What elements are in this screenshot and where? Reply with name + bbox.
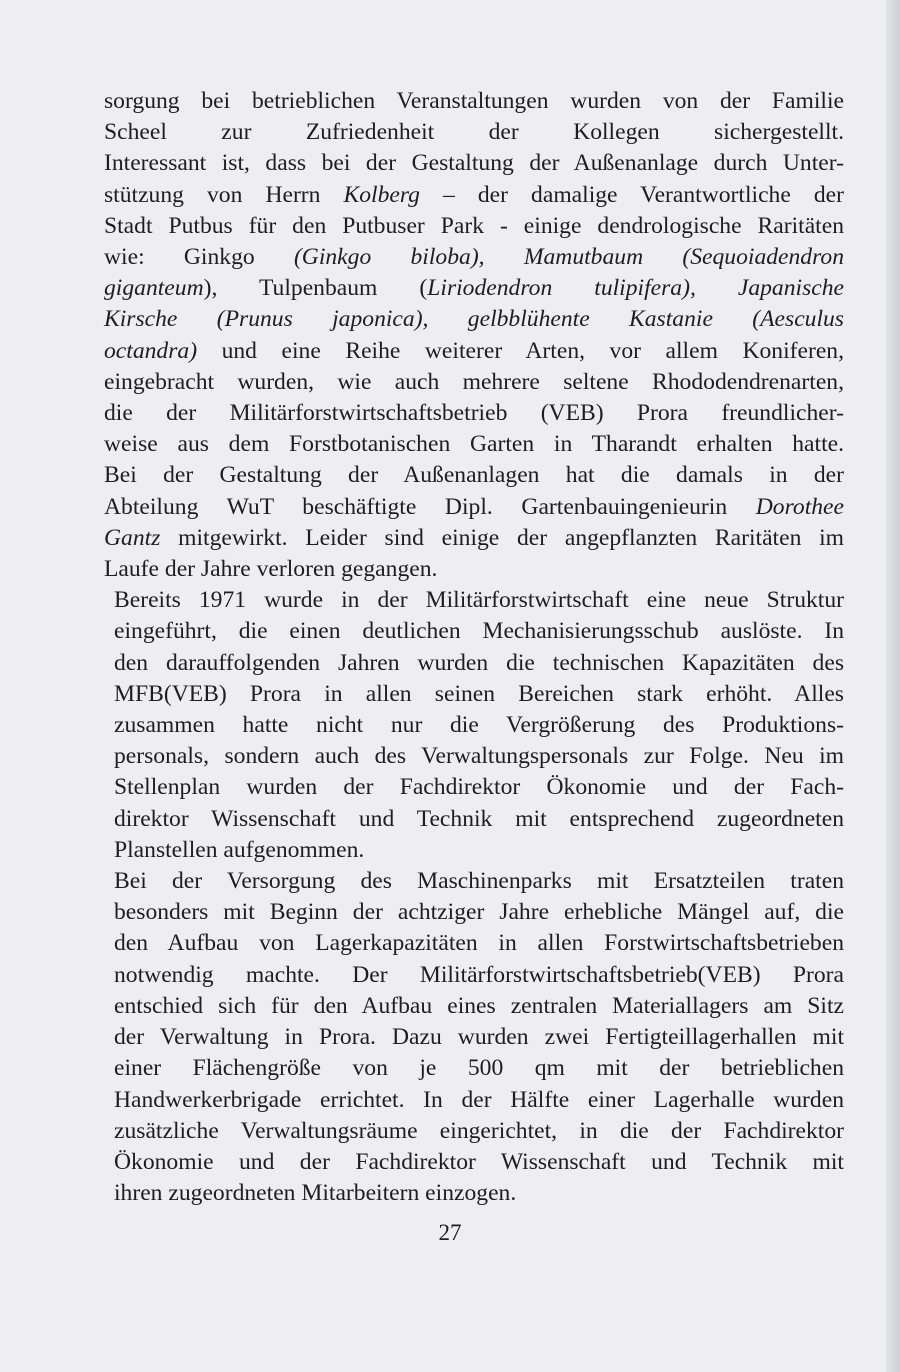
text-span: den darauffolgenden Jahren wurden die technischen Kapazitäten des	[114, 649, 844, 676]
text-span: Stadt Putbus für den Putbuser Park - einige dendrologische Raritäten	[104, 212, 844, 239]
text-line	[104, 772, 844, 803]
text-line	[104, 460, 844, 491]
text-line	[104, 429, 844, 460]
text-span: Laufe der Jahre verloren gegangen.	[104, 556, 438, 583]
text-line	[104, 273, 844, 304]
text-span: der Verwaltung in Prora. Dazu wurden zwei Fertigteillagerhallen mit	[114, 1024, 844, 1051]
text-span: ), Tulpenbaum (	[203, 275, 428, 302]
text-span: Ökonomie und der Fachdirektor Wissenschaft und Technik mit	[114, 1148, 844, 1175]
text-line	[104, 960, 844, 991]
page-number: 27	[438, 1220, 462, 1245]
text-line	[104, 1053, 844, 1084]
text-span: Handwerkerbrigade errichtet. In der Hälfte einer Lagerhalle wurden	[114, 1086, 844, 1113]
text-span: und eine Reihe weiterer Arten, vor allem Koniferen,	[197, 337, 844, 364]
text-line	[104, 86, 844, 117]
text-span: Interessant ist, dass bei der Gestaltung der Außenanlage durch Unter-	[104, 150, 844, 177]
text-line	[104, 304, 844, 335]
text-line	[104, 741, 844, 772]
text-span: eingeführt, die einen deutlichen Mechanisierungsschub auslöste. In	[114, 618, 844, 645]
paragraph	[104, 866, 844, 1209]
text-span: Scheel zur Zufriedenheit der Kollegen sichergestellt.	[104, 119, 844, 146]
text-span: entschied sich für den Aufbau eines zentralen Materiallagers am Sitz	[114, 992, 844, 1019]
text-span: weise aus dem Forstbotanischen Garten in Tharandt erhalten hatte.	[104, 431, 844, 458]
italic-text: Liriodendron tulipifera), Japanische	[427, 275, 844, 302]
text-line	[104, 242, 844, 273]
text-span: stützung von Herrn	[104, 181, 344, 208]
text-line	[104, 1022, 844, 1053]
text-line	[104, 991, 844, 1022]
body-text	[104, 86, 844, 1209]
text-span: Bereits 1971 wurde in der Militärforstwirtschaft eine neue Struktur	[114, 587, 844, 614]
text-span: die der Militärforstwirtschaftsbetrieb (VEB) Prora freundlicher-	[104, 400, 844, 427]
text-span: eingebracht wurden, wie auch mehrere seltene Rhododendrenarten,	[104, 368, 844, 395]
text-line	[104, 679, 844, 710]
text-line	[104, 1116, 844, 1147]
text-span: – der damalige Verantwortliche der	[419, 181, 844, 208]
text-line	[104, 180, 844, 211]
text-span: mitgewirkt. Leider sind einige der angepflanzten Raritäten im	[160, 524, 844, 551]
text-span: zusätzliche Verwaltungsräume eingerichtet, in die der Fachdirektor	[114, 1117, 844, 1144]
text-span: den Aufbau von Lagerkapazitäten in allen Forstwirtschaftsbetrieben	[114, 930, 844, 957]
text-span: MFB(VEB) Prora in allen seinen Bereichen stark erhöht. Alles	[114, 680, 844, 707]
text-span: besonders mit Beginn der achtziger Jahre erhebliche Mängel auf, die	[114, 899, 844, 926]
italic-text: (Ginkgo biloba), Mamutbaum (Sequoiadendron	[293, 244, 844, 271]
text-line	[104, 897, 844, 928]
paragraph	[104, 585, 844, 866]
text-span: Abteilung WuT beschäftigte Dipl. Gartenbauingenieurin	[104, 493, 756, 520]
text-span: Bei der Gestaltung der Außenanlagen hat die damals in der	[104, 462, 844, 489]
text-span: ihren zugeordneten Mitarbeitern einzogen.	[114, 1180, 517, 1207]
text-line	[104, 336, 844, 367]
italic-text: Dorothee	[755, 493, 844, 520]
text-span: sorgung bei betrieblichen Veranstaltungen wurden von der Familie	[104, 88, 844, 114]
text-line	[104, 554, 844, 585]
italic-text: Gantz	[104, 524, 161, 551]
text-line	[104, 710, 844, 741]
text-line	[104, 835, 844, 866]
italic-text: octandra)	[104, 337, 198, 364]
italic-text: Kirsche (Prunus japonica), gelbblühente Kastanie (Aesculus	[104, 306, 844, 333]
text-span: wie: Ginkgo	[104, 244, 294, 271]
text-line	[104, 585, 844, 616]
text-line	[104, 1178, 844, 1209]
text-span: Stellenplan wurden der Fachdirektor Ökonomie und der Fach-	[114, 774, 844, 801]
text-line	[104, 1085, 844, 1116]
text-line	[104, 804, 844, 835]
text-line	[104, 148, 844, 179]
text-line	[104, 866, 844, 897]
text-span: einer Flächengröße von je 500 qm mit der betrieblichen	[114, 1055, 844, 1082]
text-line	[104, 928, 844, 959]
text-line	[104, 616, 844, 647]
text-span: notwendig machte. Der Militärforstwirtschaftsbetrieb(VEB) Prora	[114, 961, 844, 988]
text-span: personals, sondern auch des Verwaltungspersonals zur Folge. Neu im	[114, 743, 844, 770]
paragraph	[104, 86, 844, 585]
text-span: Planstellen aufgenommen.	[114, 836, 365, 863]
page-edge	[886, 0, 900, 1372]
italic-text: giganteum	[104, 275, 204, 302]
text-span: zusammen hatte nicht nur die Vergrößerung des Produktions-	[114, 712, 844, 739]
text-line	[104, 1147, 844, 1178]
text-line	[104, 117, 844, 148]
text-line	[104, 523, 844, 554]
text-line	[104, 367, 844, 398]
text-line	[104, 211, 844, 242]
italic-text: Kolberg	[343, 181, 420, 208]
text-line	[104, 492, 844, 523]
text-span: direktor Wissenschaft und Technik mit entsprechend zugeordneten	[114, 805, 844, 832]
text-line	[104, 648, 844, 679]
text-line	[104, 398, 844, 429]
text-span: Bei der Versorgung des Maschinenparks mit Ersatzteilen traten	[114, 868, 844, 895]
